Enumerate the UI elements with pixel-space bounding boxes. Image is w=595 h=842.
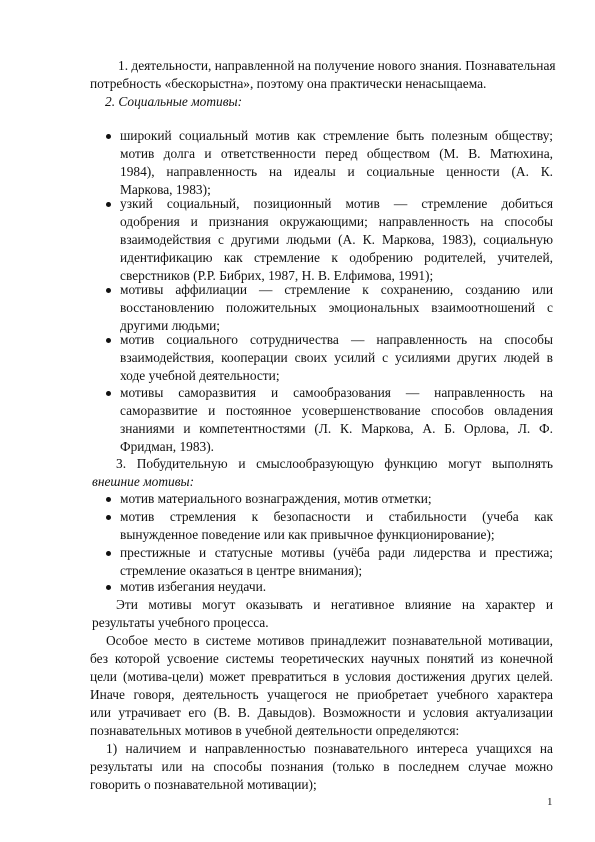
intro-line-2: потребность «бескорыстна», поэтому она практически ненасыщаема. <box>90 76 487 91</box>
external-motives-heading: внешние мотивы: <box>92 474 195 489</box>
list-item-line: восстановлению положительных эмоциональных взаимоотношений с <box>120 300 553 315</box>
bullet-icon <box>106 134 111 139</box>
list-item-line: Фридман, 1983). <box>120 439 215 454</box>
intro-line-1: 1. деятельности, направленной на получение нового знания. Познавательная <box>118 58 556 73</box>
section3-line-1: 3. Побудительную и смыслообразующую функцию могут выполнять <box>116 456 553 471</box>
list-item-line: мотив стремления к безопасности и стабильности (учеба как <box>120 509 553 524</box>
list-item-line: мотив избегания неудачи. <box>120 579 267 594</box>
bullet-icon <box>106 497 111 502</box>
paragraph-line: без которой усвоение системы теоретических научных понятий из конечной <box>90 651 553 666</box>
paragraph-line: Иначе говоря, деятельность учащегося не приобретает учебного характера <box>90 687 553 702</box>
paragraph-line: результаты учебного процесса. <box>92 615 269 630</box>
paragraph-line: 1) наличием и направленностью познавательного интереса учащихся на <box>106 741 553 756</box>
paragraph-line: результаты или на способы познания (только в последнем случае можно <box>90 759 553 774</box>
list-item-line: знаниями и компетентностями (Л. К. Маркова, А. Б. Орлова, Л. Ф. <box>120 421 553 436</box>
paragraph-line: Эти мотивы могут оказывать и негативное влияние на характер и <box>116 597 553 612</box>
bullet-icon <box>106 338 111 343</box>
list-item-line: вынужденное поведение или как привычное функционирование); <box>120 527 495 542</box>
social-motives-heading: 2. Социальные мотивы: <box>105 94 243 109</box>
list-item-line: широкий социальный мотив как стремление быть полезным обществу; <box>120 128 553 143</box>
paragraph-line: Особое место в системе мотивов принадлежит познавательной мотивации, <box>106 633 553 648</box>
list-item-line: сверстников (Р.Р. Бибрих, 1987, Н. В. Елфимова, 1991); <box>120 268 434 283</box>
list-item-line: 1984), направленность на идеалы и социальные ценности (А. К. <box>120 164 553 179</box>
list-item-line: ходе учебной деятельности; <box>120 368 280 383</box>
bullet-icon <box>106 585 111 590</box>
list-item-line: одобрения и признания окружающими; направленность на способы <box>120 214 553 229</box>
list-item-line: мотивы аффилиации — стремление к сохранению, созданию или <box>120 282 553 297</box>
bullet-icon <box>106 202 111 207</box>
list-item-line: мотив социального сотрудничества — направленность на способы <box>120 332 553 347</box>
list-item-line: стремление оказаться в центре внимания); <box>120 563 363 578</box>
paragraph-line: говорить о познавательной мотивации); <box>90 777 317 792</box>
paragraph-line: познавательных мотивов в учебной деятельности определяются: <box>90 723 460 738</box>
list-item-line: другими людьми; <box>120 318 220 333</box>
bullet-icon <box>106 288 111 293</box>
bullet-icon <box>106 551 111 556</box>
bullet-icon <box>106 391 111 396</box>
list-item-line: саморазвитие и постоянное усовершенствование способов овладения <box>120 403 553 418</box>
list-item-line: взаимодействия, кооперации своих усилий с усилиями других людей в <box>120 350 553 365</box>
list-item-line: взаимодействия с другими людьми (А. К. Маркова, 1983), социальную <box>120 232 553 247</box>
paragraph-line: цели (мотива-цели) может превратиться в условия достижения других целей. <box>90 669 553 684</box>
list-item-line: мотив материального вознаграждения, мотив отметки; <box>120 491 432 506</box>
list-item-line: престижные и статусные мотивы (учёба ради лидерства и престижа; <box>120 545 553 560</box>
page-number: 1 <box>547 796 553 808</box>
list-item-line: Маркова, 1983); <box>120 182 211 197</box>
list-item-line: мотив долга и ответственности перед обществом (М. В. Матюхина, <box>120 146 553 161</box>
list-item-line: узкий социальный, позиционный мотив — стремление добиться <box>120 196 553 211</box>
paragraph-line: или утрачивает его (В. В. Давыдов). Возможности и условия актуализации <box>90 705 553 720</box>
bullet-icon <box>106 515 111 520</box>
list-item-line: мотивы саморазвития и самообразования — направленность на <box>120 385 553 400</box>
list-item-line: идентификацию как стремление к одобрению родителей, учителей, <box>120 250 553 265</box>
